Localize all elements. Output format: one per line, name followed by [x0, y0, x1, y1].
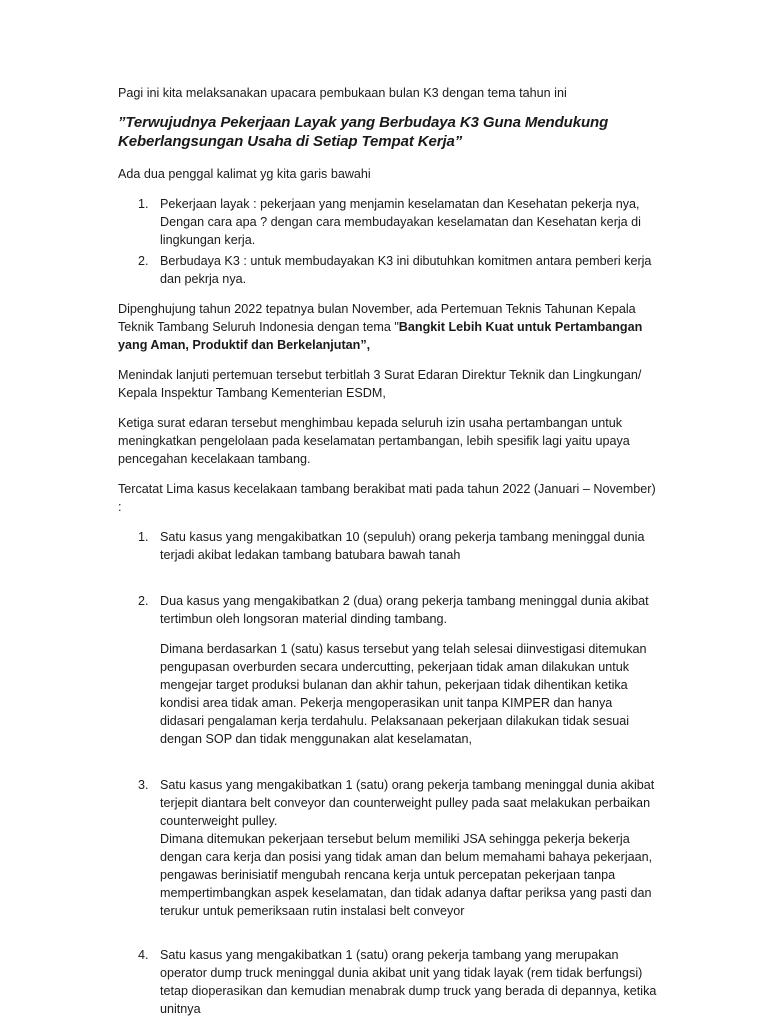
case-text: Dua kasus yang mengakibatkan 2 (dua) orang pekerja tambang meninggal dunia akibat tertimbun oleh longsoran material dinding tambang. [160, 594, 649, 626]
theme-heading: ”Terwujudnya Pekerjaan Layak yang Berbudaya K3 Guna Mendukung Keberlangsungan Usaha di Setiap Tempat Kerja” [118, 114, 609, 150]
list-item [118, 195, 658, 249]
list-item-text: Pekerjaan layak : pekerjaan yang menjamin keselamatan dan Kesehatan pekerja nya, Dengan cara apa ? dengan cara membudayakan keselamatan dan Kesehatan kerja di lingkungan kerja. [160, 197, 641, 247]
list-item-text: Berbudaya K3 : untuk membudayakan K3 ini dibutuhkan komitmen antara pemberi kerja dan pekrja nya. [160, 254, 652, 286]
case-text: Satu kasus yang mengakibatkan 1 (satu) orang pekerja tambang yang merupakan operator dump truck meninggal dunia akibat unit yang tidak layak (rem tidak berfungsi) tetap dioperasikan dan kemudian menabrak dump truck yang berada di depannya, ketika unitnya [160, 948, 657, 1016]
cases-intro-paragraph: Tercatat Lima kasus kecelakaan tambang berakibat mati pada tahun 2022 (Januari – November) : [118, 482, 656, 514]
list-number: 4. [138, 948, 149, 962]
list-number: 1. [138, 530, 149, 544]
list-number: 2. [138, 254, 149, 268]
key-phrases-list [118, 195, 658, 288]
intro-paragraph: Pagi ini kita melaksanakan upacara pembukaan bulan K3 dengan tema tahun ini [118, 86, 567, 100]
case-detail: Dimana berdasarkan 1 (satu) kasus tersebut yang telah selesai diinvestigasi ditemukan pengupasan overburden secara undercutting, pekerjaan tidak aman dilakukan untuk mengejar target produksi bulanan dan akhir tahun, pekerjaan tidak dihentikan ketika kondisi area tidak aman. Pekerja mengoperasikan unit tanpa KIMPER dan hanya didasari pengalaman kerja terdahulu. Pelaksanaan pekerjaan dilakukan tidak sesuai dengan SOP dan tidak menggunakan alat keselamatan, [160, 642, 647, 746]
underline-intro-paragraph: Ada dua penggal kalimat yg kita garis bawahi [118, 167, 371, 181]
meeting-paragraph [118, 300, 658, 354]
case-text: Satu kasus yang mengakibatkan 1 (satu) orang pekerja tambang meninggal dunia akibat terjepit diantara belt conveyor dan counterweight pulley pada saat melakukan perbaikan counterweight pulley. [160, 778, 655, 828]
case-detail: Dimana ditemukan pekerjaan tersebut belum memiliki JSA sehingga pekerja bekerja dengan cara kerja dan posisi yang tidak aman dan belum memahami bahaya pekerjaan, pengawas berinisiatif mengubah rencana kerja untuk percepatan pekerjaan tanpa mempertimbangkan aspek keselamatan, dan tidak adanya daftar periksa yang pasti dan terukur untuk pemeriksaan rutin instalasi belt conveyor [160, 832, 653, 918]
follow-up-paragraph: Menindak lanjuti pertemuan tersebut terbitlah 3 Surat Edaran Direktur Teknik dan Lingkungan/ Kepala Inspektur Tambang Kementerian ESDM, [118, 368, 642, 400]
list-number: 2. [138, 594, 149, 608]
list-item [118, 528, 658, 564]
meeting-tail: , [366, 338, 371, 352]
list-number: 1. [138, 197, 149, 211]
list-item [118, 776, 658, 920]
accident-cases-list [118, 528, 658, 1018]
list-item [118, 592, 658, 748]
list-item [118, 946, 658, 1018]
circular-paragraph: Ketiga surat edaran tersebut menghimbau kepada seluruh izin usaha pertambangan untuk meningkatkan pengelolaan pada keselamatan pertambangan, lebih spesifik lagi yaitu upaya pencegahan kecelakaan tambang. [118, 416, 630, 466]
list-number: 3. [138, 778, 149, 792]
meeting-text: Dipenghujung tahun 2022 tepatnya bulan November, ada Pertemuan Teknis Tahunan Kepala Teknik Tambang Seluruh Indonesia dengan tema " [118, 302, 636, 334]
meeting-theme-bold: Bangkit Lebih Kuat untuk Pertambangan yang Aman, Produktif dan Berkelanjutan” [118, 320, 643, 352]
case-text: Satu kasus yang mengakibatkan 10 (sepuluh) orang pekerja tambang meninggal dunia terjadi akibat ledakan tambang batubara bawah tanah [160, 530, 645, 562]
list-item [118, 252, 658, 288]
